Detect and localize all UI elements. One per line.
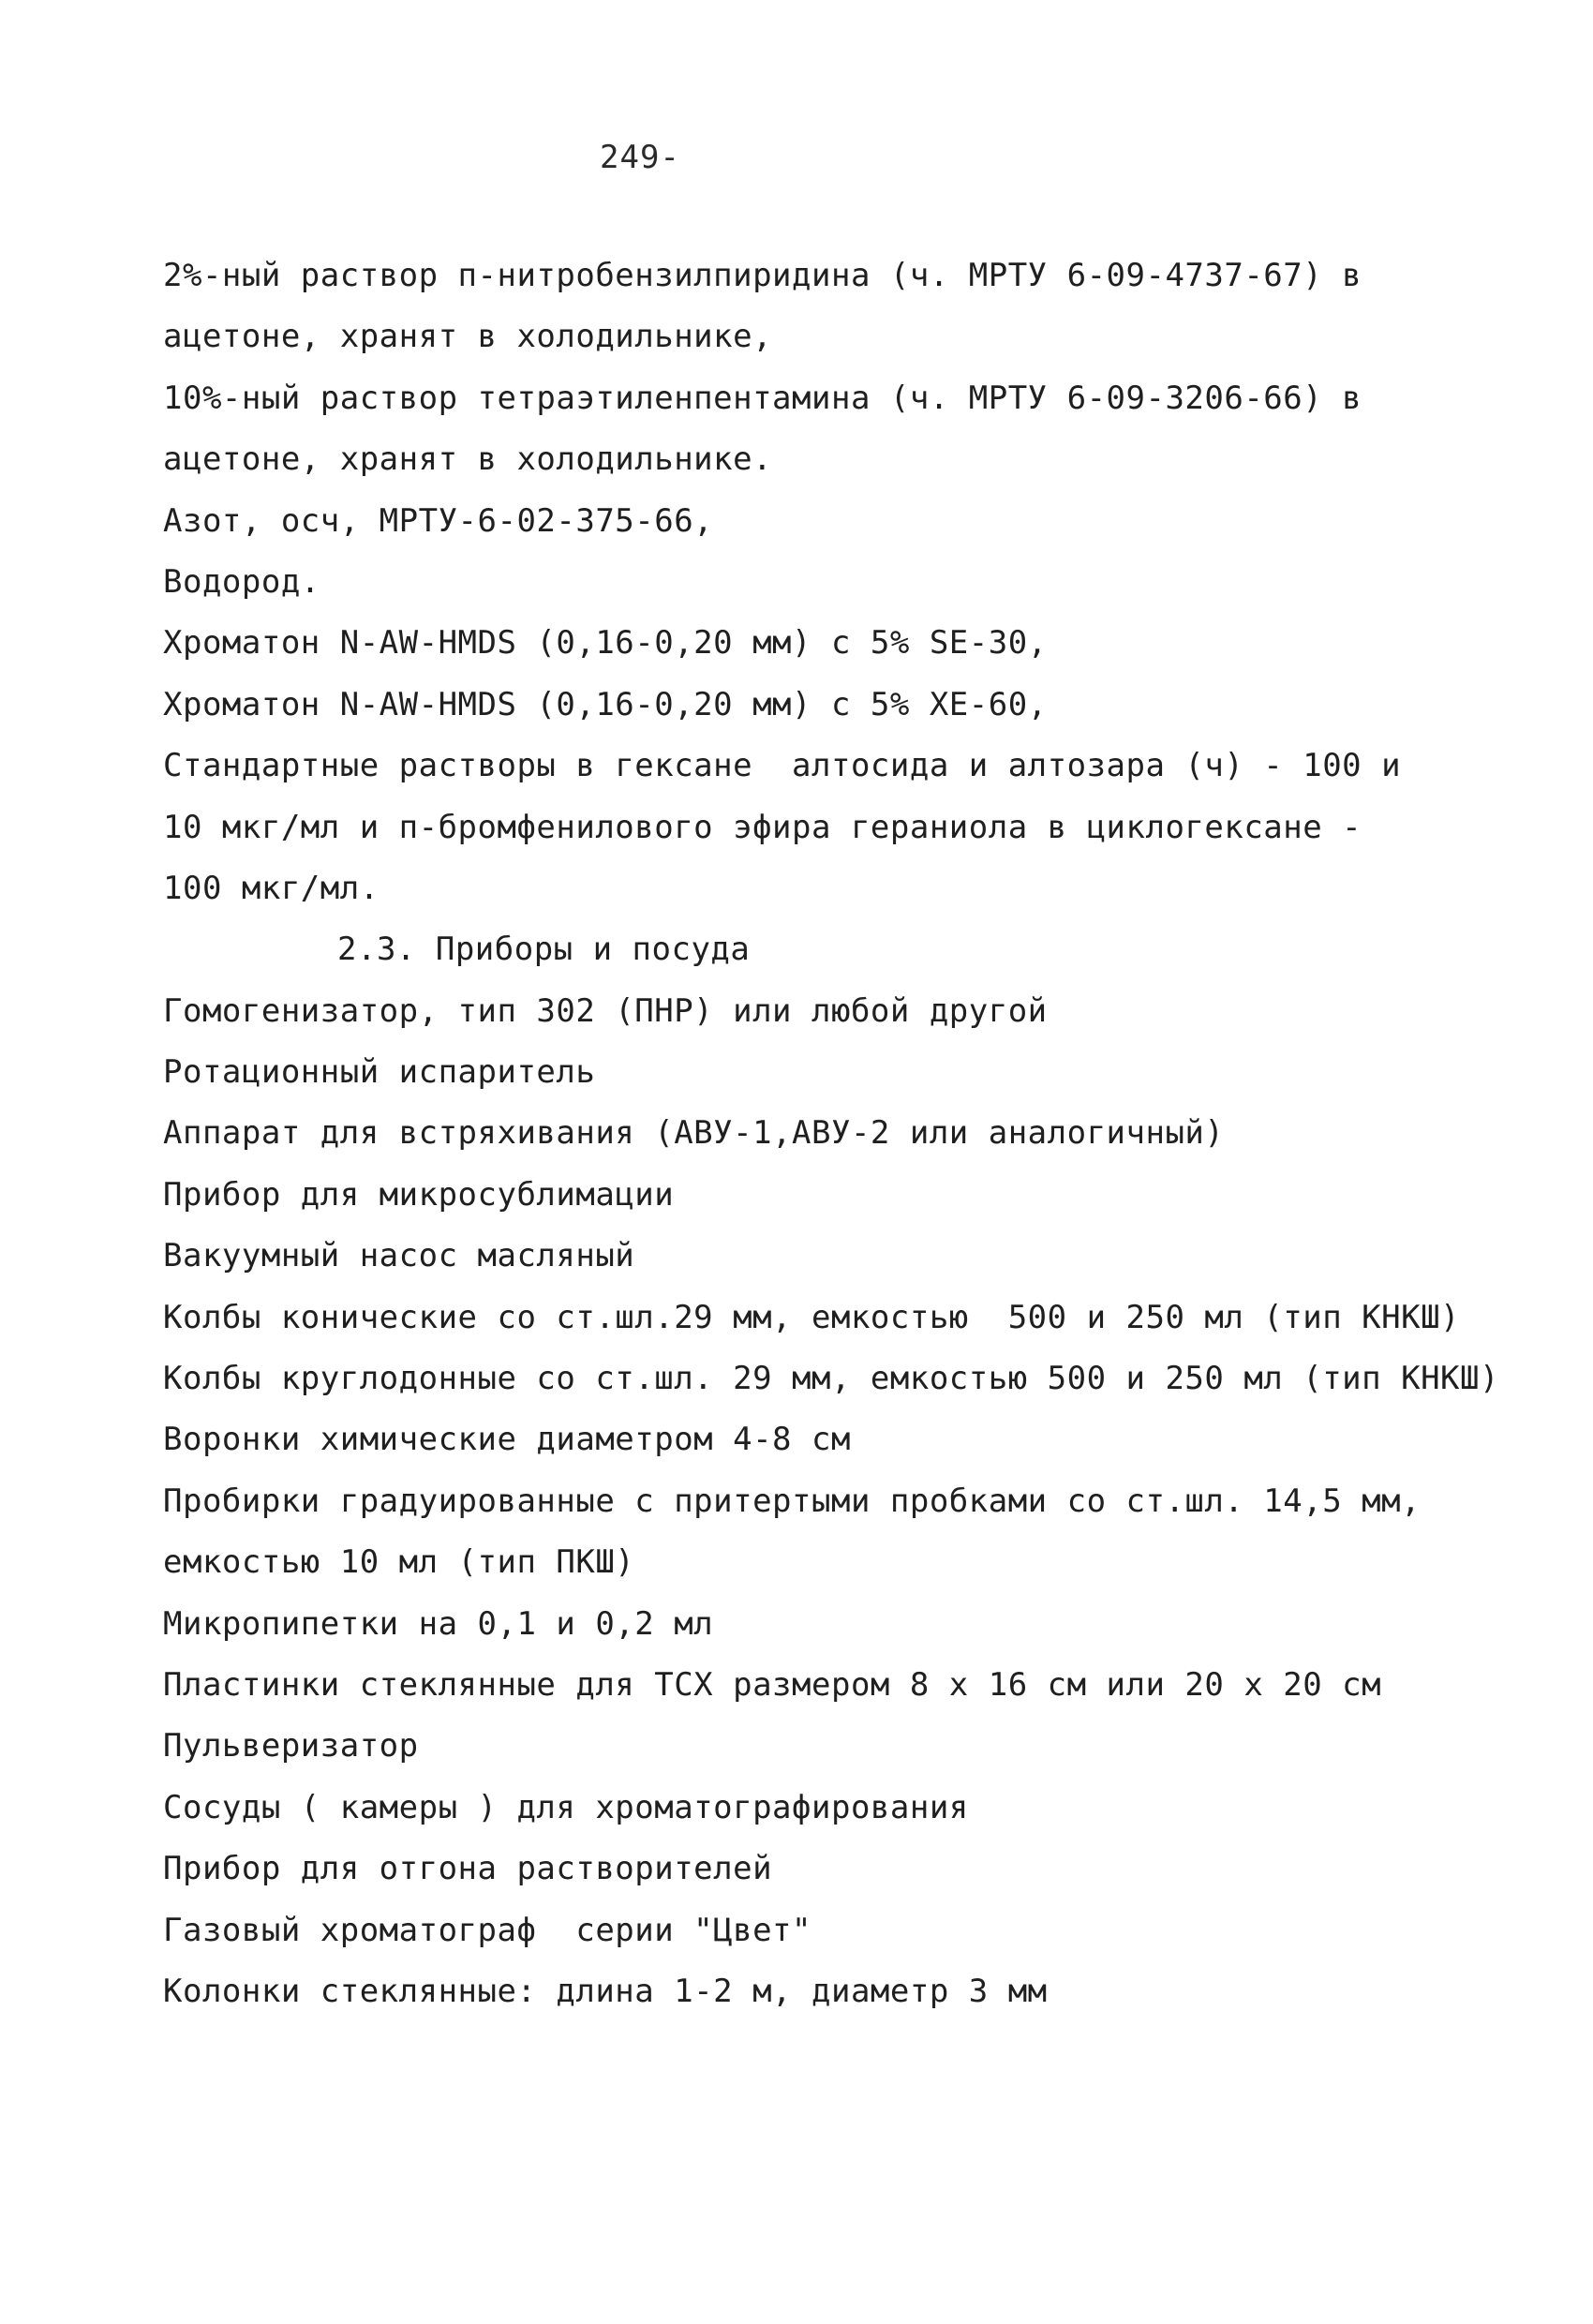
text-line: Колонки стеклянные: длина 1-2 м, диаметр 3 мм [163,1972,1048,2010]
text-line: Азот, осч, МРТУ-6-02-375-66, [163,501,714,540]
text-line: Хроматон N-AW-HMDS (0,16-0,20 мм) с 5% XE-60, [163,685,1048,723]
text-line: 10%-ный раствор тетраэтиленпентамина (ч. МРТУ 6-09-3206-66) в [163,379,1362,417]
text-line: Аппарат для встряхивания (АВУ-1,АВУ-2 или аналогичный) [163,1114,1225,1153]
text-line: Ротационный испаритель [163,1053,596,1092]
text-line: Газовый хроматограф серии "Цвет" [163,1911,812,1949]
text-line: емкостью 10 мл (тип ПКШ) [163,1543,635,1582]
text-line: Вакуумный насос масляный [163,1237,635,1275]
text-line: ацетоне, хранят в холодильнике. [163,440,773,479]
text-line: Воронки химические диаметром 4-8 см [163,1421,851,1459]
text-line: Сосуды ( камеры ) для хроматографирования [163,1788,969,1826]
text-line: Колбы круглодонные со ст.шл. 29 мм, емкостью 500 и 250 мл (тип КНКШ) [163,1360,1499,1398]
text-line: Микропипетки на 0,1 и 0,2 мл [163,1604,714,1643]
text-line: Водород. [163,562,320,601]
text-line: Прибор для микросублимации [163,1175,675,1214]
document-body [163,246,1512,2022]
text-line: Прибор для отгона растворителей [163,1850,773,1888]
text-line: Хроматон N-AW-HMDS (0,16-0,20 мм) с 5% SE-30, [163,624,1048,663]
text-line: Пробирки градуированные с притертыми пробками со ст.шл. 14,5 мм, [163,1482,1422,1520]
text-line: Стандартные растворы в гексане алтосида и алтозара (ч) - 100 и [163,747,1402,785]
text-line: 10 мкг/мл и п-бромфенилового эфира гераниола в циклогексане - [163,808,1362,846]
text-line: Колбы конические со ст.шл.29 мм, емкостью 500 и 250 мл (тип КНКШ) [163,1298,1461,1336]
text-line: ацетоне, хранят в холодильнике, [163,318,773,356]
text-line: Пульверизатор [163,1727,419,1765]
text-line: Пластинки стеклянные для ТСХ размером 8 х 16 см или 20 х 20 см [163,1665,1382,1704]
text-line: 100 мкг/мл. [163,869,380,907]
text-line: Гомогенизатор, тип 302 (ПНР) или любой другой [163,991,1048,1030]
section-heading: 2.3. Приборы и посуда [337,931,751,969]
page-number: 249- [600,139,680,176]
text-line: 2%-ный раствор п-нитробензилпиридина (ч. МРТУ 6-09-4737-67) в [163,257,1362,294]
